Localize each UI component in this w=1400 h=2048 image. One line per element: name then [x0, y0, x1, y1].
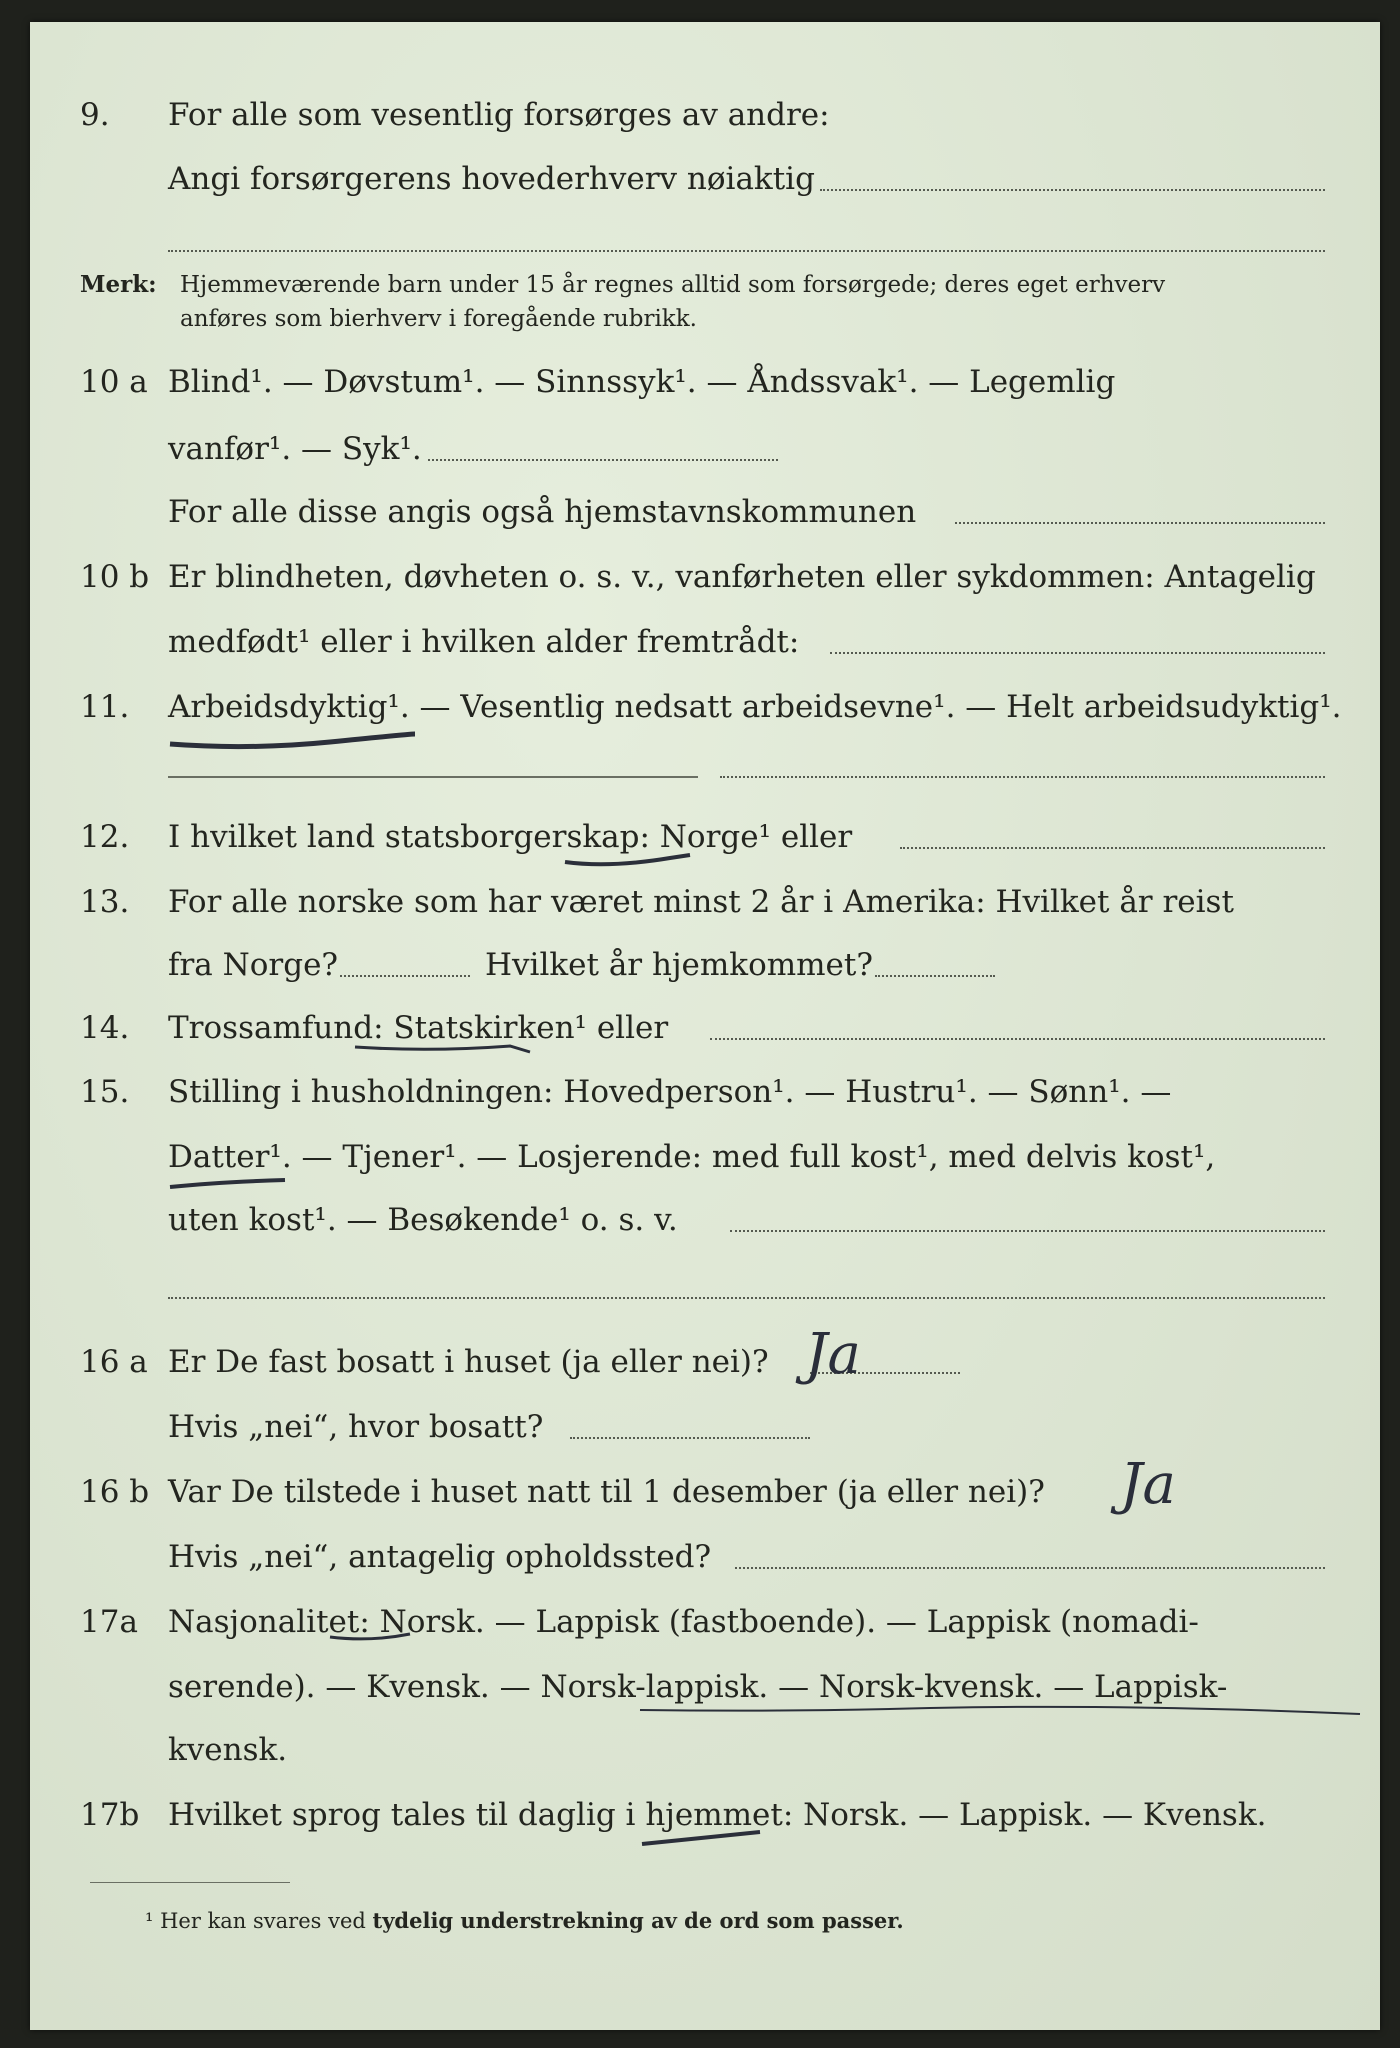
q16b-number: 16 b	[80, 1474, 150, 1510]
q10b-text: Er blindheten, døvheten o. s. v., vanførheten eller sykdommen: Antagelig	[168, 559, 1316, 595]
q15-row-1	[30, 1072, 1380, 1112]
q9-row-2	[30, 159, 1380, 199]
q12-row	[30, 817, 1380, 857]
merk-line-1: Hjemmeværende barn under 15 år regnes alltid som forsørgede; deres eget erhverv	[180, 272, 1166, 298]
q17a-number: 17a	[80, 1604, 138, 1640]
q16a-handwritten-answer: Ja	[805, 1322, 861, 1387]
q15-text-2: Datter¹. — Tjener¹. — Losjerende: med full kost¹, med delvis kost¹,	[168, 1139, 1216, 1175]
q16a-text: Er De fast bosatt i huset (ja eller nei)?	[168, 1344, 769, 1380]
underline-norsk-kvensk	[640, 1707, 1360, 1714]
q16a-where-field[interactable]	[570, 1437, 810, 1439]
footnote	[145, 1908, 904, 1933]
census-form-page	[30, 22, 1380, 2030]
q9-number: 9.	[80, 97, 110, 133]
q11-extra-line[interactable]	[720, 776, 1325, 778]
q9-provider-field[interactable]	[820, 189, 1325, 191]
merk-label: Merk:	[80, 271, 157, 298]
q10a-home-label: For alle disse angis også hjemstavnskommunen	[168, 494, 917, 530]
merk-note	[80, 268, 1166, 302]
q17a-row-3	[30, 1730, 1380, 1770]
q17b-text: Hvilket sprog tales til daglig i hjemmet: Norsk. — Lappisk. — Kvensk.	[168, 1797, 1267, 1833]
merk-line-2: anføres som bierhverv i foregående rubrikk.	[180, 306, 697, 332]
q16a-where-label: Hvis „nei“, hvor bosatt?	[168, 1409, 544, 1445]
q13-left-field[interactable]	[340, 975, 470, 977]
q13-row-1	[30, 882, 1380, 922]
q10b-age-field[interactable]	[830, 652, 1325, 654]
q9-row-1	[30, 95, 1380, 135]
q16b-handwritten-answer: Ja	[1120, 1452, 1176, 1517]
q12-number: 12.	[80, 819, 130, 855]
q9-extra-line[interactable]	[168, 250, 1325, 252]
q11-text: Arbeidsdyktig¹. — Vesentlig nedsatt arbeidsevne¹. — Helt arbeidsudyktig¹.	[168, 689, 1342, 725]
q16b-row-2	[30, 1537, 1380, 1577]
q10b-age-label: medfødt¹ eller i hvilken alder fremtrådt:	[168, 624, 800, 660]
q16b-row-1	[30, 1472, 1380, 1512]
q11-row	[30, 687, 1380, 727]
q15-row-2	[30, 1137, 1380, 1177]
q16b-stay-label: Hvis „nei“, antagelig opholdssted?	[168, 1539, 712, 1575]
q13-row-2	[30, 945, 1380, 985]
q15-extra-line[interactable]	[168, 1297, 1325, 1299]
q10b-row-2	[30, 622, 1380, 662]
q15-number: 15.	[80, 1074, 130, 1110]
q9-text: For alle som vesentlig forsørges av andre:	[168, 97, 830, 133]
q16b-stay-field[interactable]	[735, 1567, 1325, 1569]
q13-text: For alle norske som har været minst 2 år i Amerika: Hvilket år reist	[168, 884, 1234, 920]
q10a-sick-field[interactable]	[428, 459, 778, 461]
q13-return-label: Hvilket år hjemkommet?	[485, 947, 873, 983]
q17a-row-2	[30, 1667, 1380, 1707]
q16a-row-1	[30, 1342, 1380, 1382]
q9-provider-label: Angi forsørgerens hovederhverv nøiaktig	[168, 161, 815, 197]
q10a-text: Blind¹. — Døvstum¹. — Sinnssyk¹. — Åndssvak¹. — Legemlig	[168, 364, 1116, 400]
q10a-row-1	[30, 362, 1380, 402]
q13-number: 13.	[80, 884, 130, 920]
q12-text: I hvilket land statsborgerskap: Norge¹ eller	[168, 819, 853, 855]
q15-text-3: uten kost¹. — Besøkende¹ o. s. v.	[168, 1202, 678, 1238]
q17a-row-1	[30, 1602, 1380, 1642]
q12-country-field[interactable]	[900, 847, 1325, 849]
footnote-mark: ¹	[145, 1909, 154, 1933]
q10a-home-field[interactable]	[955, 522, 1325, 524]
q11-answer-line	[168, 776, 698, 778]
q13-return-field[interactable]	[875, 975, 995, 977]
underline-datter	[170, 1180, 285, 1187]
q16b-text: Var De tilstede i huset natt til 1 desember (ja eller nei)?	[168, 1474, 1045, 1510]
q13-left-label: fra Norge?	[168, 947, 339, 983]
q10b-row-1	[30, 557, 1380, 597]
q14-number: 14.	[80, 1010, 130, 1046]
q16a-number: 16 a	[80, 1344, 148, 1380]
footnote-text: Her kan svares ved	[160, 1909, 366, 1933]
q10a-row-2	[30, 429, 1380, 469]
footnote-divider	[90, 1882, 290, 1883]
q10a-sick-label: vanfør¹. — Syk¹.	[168, 431, 422, 467]
q17a-text-3: kvensk.	[168, 1732, 288, 1768]
footnote-bold-text: tydelig understrekning av de ord som passer.	[372, 1908, 904, 1933]
q14-text: Trossamfund: Statskirken¹ eller	[168, 1010, 669, 1046]
q15-text: Stilling i husholdningen: Hovedperson¹. — Hustru¹. — Sønn¹. —	[168, 1074, 1172, 1110]
q10a-row-3	[30, 492, 1380, 532]
q17b-number: 17b	[80, 1797, 140, 1833]
q11-number: 11.	[80, 689, 130, 725]
q17a-text-2: serende). — Kvensk. — Norsk-lappisk. — Norsk-kvensk. — Lappisk-	[168, 1669, 1228, 1705]
q15-row-3	[30, 1200, 1380, 1240]
q14-faith-field[interactable]	[710, 1038, 1325, 1040]
q15-position-field[interactable]	[730, 1230, 1325, 1232]
q10a-number: 10 a	[80, 364, 148, 400]
q17b-row	[30, 1795, 1380, 1835]
q16a-row-2	[30, 1407, 1380, 1447]
q17a-text: Nasjonalitet: Norsk. — Lappisk (fastboende). — Lappisk (nomadi-	[168, 1604, 1199, 1640]
underline-arbeidsdyktig	[170, 734, 415, 747]
q14-row	[30, 1008, 1380, 1048]
q10b-number: 10 b	[80, 559, 150, 595]
